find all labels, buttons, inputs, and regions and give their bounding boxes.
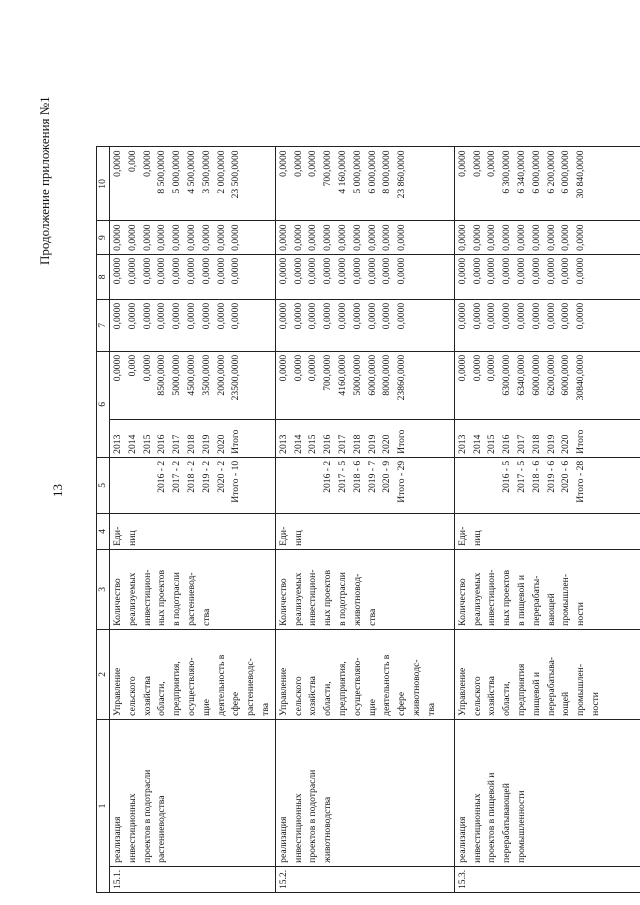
- target-values: 2016 - 5 2017 - 5 2018 - 6 2019 - 6 2020 - 6 Итого - 28: [454, 457, 640, 513]
- header-cell: 10: [97, 147, 110, 221]
- measure-name: реализация инвестиционных проектов в подотрасли растениеводства: [110, 719, 276, 866]
- header-cell: 2: [97, 629, 110, 719]
- page-number: 13: [50, 484, 65, 497]
- header-cell: 7: [97, 299, 110, 351]
- funding-col10: 0,0000 0,0000 0,0000 700,0000 4 160,0000 5 000,0000 6 000,0000 8 000,0000 23 860,0000: [275, 147, 454, 221]
- responsible-executor: Управление сельского хозяйства области, предприятия, осуществляю- щие деятельность в сфере животноводс- тва: [275, 629, 454, 719]
- funding-col6: 0,0000 0,0000 0,0000 6300,0000 6340,0000 6000,0000 6200,0000 6000,0000 30840,0000: [454, 351, 640, 419]
- header-cell: 9: [97, 221, 110, 254]
- unit: Еди- ниц: [110, 513, 276, 549]
- header-cell: 8: [97, 254, 110, 299]
- funding-col9: 0,0000 0,0000 0,0000 0,0000 0,0000 0,0000 0,0000 0,0000 0,0000: [454, 221, 640, 254]
- responsible-executor: Управление сельского хозяйства области, предприятия, осуществляю- щие деятельность в сфере растениеводс- тва: [110, 629, 276, 719]
- funding-col7: 0,0000 0,0000 0,0000 0,0000 0,0000 0,0000 0,0000 0,0000 0,0000: [275, 299, 454, 351]
- target-values: 2016 - 2 2017 - 2 2018 - 2 2019 - 2 2020 - 2 Итого - 10: [110, 457, 276, 513]
- funding-col9: 0,0000 0,0000 0,0000 0,0000 0,0000 0,0000 0,0000 0,0000 0,0000: [110, 221, 276, 254]
- funding-col10: 0,0000 0,0000 0,0000 6 300,0000 6 340,0000 6 000,0000 6 200,0000 6 000,0000 30 840,0000: [454, 147, 640, 221]
- target-values: 2016 - 2 2017 - 5 2018 - 6 2019 - 7 2020 - 9 Итого - 29: [275, 457, 454, 513]
- page-title: Продолжение приложения №1: [37, 96, 52, 265]
- header-cell: 1: [97, 719, 110, 892]
- program-table: [96, 146, 640, 893]
- funding-col8: 0,0000 0,0000 0,0000 0,0000 0,0000 0,0000 0,0000 0,0000 0,0000: [454, 254, 640, 299]
- funding-col7: 0,0000 0,0000 0,0000 0,0000 0,0000 0,0000 0,0000 0,0000 0,0000: [110, 299, 276, 351]
- header-cell: 4: [97, 513, 110, 549]
- funding-col8: 0,0000 0,0000 0,0000 0,0000 0,0000 0,0000 0,0000 0,0000 0,0000: [110, 254, 276, 299]
- funding-col7: 0,0000 0,0000 0,0000 0,0000 0,0000 0,0000 0,0000 0,0000 0,0000: [454, 299, 640, 351]
- funding-col9: 0,0000 0,0000 0,0000 0,0000 0,0000 0,0000 0,0000 0,0000 0,0000: [275, 221, 454, 254]
- funding-col8: 0,0000 0,0000 0,0000 0,0000 0,0000 0,0000 0,0000 0,0000 0,0000: [275, 254, 454, 299]
- header-row: [97, 147, 110, 893]
- measure-name: реализация инвестиционных проектов в подотрасли животноводства: [275, 719, 454, 866]
- table-row: [275, 147, 454, 893]
- table-row: [454, 147, 640, 893]
- indicator: Количество реализуемых инвестицион- ных проектов в пищевой и перерабаты- вающей промышлен- ности: [454, 549, 640, 629]
- table-row: [110, 147, 276, 893]
- funding-col10: 0,0000 0,000 0,0000 8 500,0000 5 000,0000 4 500,0000 3 500,0000 2 000,0000 23 500,0000: [110, 147, 276, 221]
- unit: Еди- ниц: [275, 513, 454, 549]
- row-number: 15.2.: [275, 866, 454, 892]
- header-cell: 3: [97, 549, 110, 629]
- funding-col6: 0,0000 0,000 0,0000 8500,0000 5000,0000 4500,0000 3500,0000 2000,0000 23500,0000: [110, 351, 276, 419]
- funding-col6: 0,0000 0,0000 0,0000 700,0000 4160,0000 5000,0000 6000,0000 8000,0000 23860,0000: [275, 351, 454, 419]
- years: 2013 2014 2015 2016 2017 2018 2019 2020 Итого: [454, 419, 640, 457]
- unit: Еди- ниц: [454, 513, 640, 549]
- measure-name: реализация инвестиционных проектов в пищевой и перерабатывающей промышленности: [454, 719, 640, 866]
- responsible-executor: Управление сельского хозяйства области, предприятия пищевой и перерабатыва- ющей промышлен- ности: [454, 629, 640, 719]
- row-number: 15.3.: [454, 866, 640, 892]
- header-cell: 5: [97, 457, 110, 513]
- years: 2013 2014 2015 2016 2017 2018 2019 2020 Итого: [110, 419, 276, 457]
- years: 2013 2014 2015 2016 2017 2018 2019 2020 Итого: [275, 419, 454, 457]
- indicator: Количество реализуемых инвестицион- ных проектов в подотрасли животновод- ства: [275, 549, 454, 629]
- header-cell: 6: [97, 351, 110, 457]
- indicator: Количество реализуемых инвестицион- ных проектов в подотрасли растениевод- ства: [110, 549, 276, 629]
- row-number: 15.1.: [110, 866, 276, 892]
